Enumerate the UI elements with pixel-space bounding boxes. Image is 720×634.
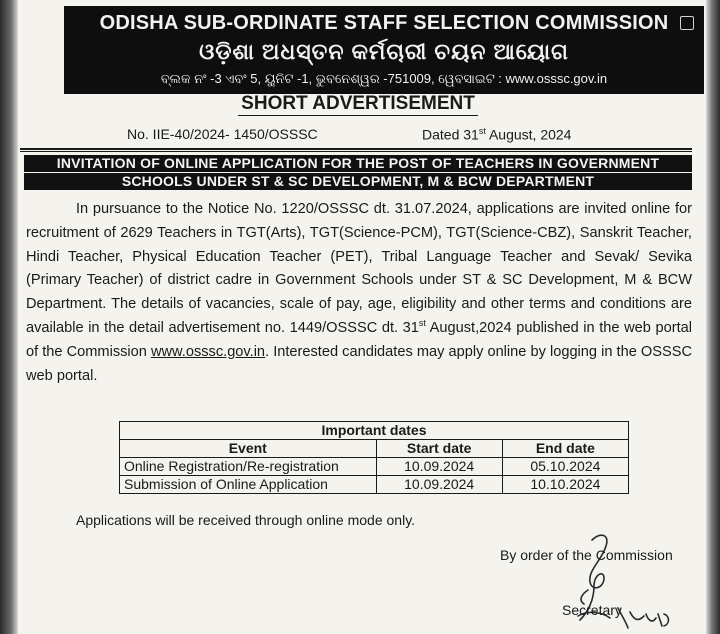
notice-body bbox=[26, 198, 692, 388]
table-header-row bbox=[120, 440, 629, 458]
website-link[interactable]: www.osssc.gov.in bbox=[150, 343, 266, 360]
column-header-start: Start date bbox=[376, 440, 502, 458]
by-order-text: By order of the Commission bbox=[500, 547, 673, 563]
org-name-odia: ଓଡ଼ିଶା ଅଧସ୍ତନ କର୍ମଚାରୀ ଚୟନ ଆୟୋଗ bbox=[199, 39, 569, 64]
divider-top-thin bbox=[20, 151, 692, 152]
event-cell: Online Registration/Re-registration bbox=[120, 458, 377, 476]
issue-date-suffix: August, 2024 bbox=[485, 126, 572, 143]
body-part2: August,2024 published in the web portal of the Commission bbox=[26, 319, 692, 360]
application-mode-note: Applications will be received through online mode only. bbox=[76, 512, 416, 528]
corner-mark-icon bbox=[680, 16, 694, 30]
org-name: ODISHA SUB-ORDINATE STAFF SELECTION COMMISSION bbox=[99, 12, 669, 34]
table-caption-row bbox=[120, 422, 629, 440]
table-row bbox=[120, 458, 629, 476]
column-header-end: End date bbox=[502, 440, 628, 458]
reference-number: No. IIE-40/2024- 1450/OSSSC bbox=[127, 126, 318, 142]
important-dates-table bbox=[119, 421, 629, 494]
column-header-event: Event bbox=[120, 440, 377, 458]
letterhead bbox=[64, 6, 704, 94]
body-part1: In pursuance to the Notice No. 1220/OSSSC dt. 31.07.2024, applications are invited online for recruitment of 2629 Teachers in TGT(Arts), TGT(Science-PCM), TGT(Science-CBZ), Sanskrit Teacher, Hindi Teacher, Physical Education Teacher (PET), Tribal Language Teacher and Sevak/ Sevika (Primary Teacher) of district cadre in Government Schools under ST & SC Development, M & BCW Department. The details of vacancies, scale of pay, age, eligibility and other terms and conditions are available in the detail advertisement no. 1449/OSSSC dt. 31 bbox=[26, 201, 692, 336]
end-date-cell: 05.10.2024 bbox=[502, 458, 628, 476]
page-edge-right bbox=[706, 0, 720, 634]
signature-icon bbox=[548, 530, 698, 634]
body-part3: . Interested candidates may apply online by logging in the OSSSC web portal. bbox=[26, 343, 692, 384]
issue-date-sup: st bbox=[478, 126, 486, 136]
page-edge-left bbox=[0, 0, 18, 634]
page-title: SHORT ADVERTISEMENT bbox=[238, 93, 478, 116]
start-date-cell: 10.09.2024 bbox=[376, 458, 502, 476]
issue-date bbox=[422, 126, 571, 143]
end-date-cell: 10.10.2024 bbox=[502, 476, 628, 494]
secretary-title: Secretary bbox=[562, 602, 622, 618]
notice-heading-line2: SCHOOLS UNDER ST & SC DEVELOPMENT, M & BCW DEPARTMENT bbox=[24, 173, 692, 190]
table-row bbox=[120, 476, 629, 494]
event-cell: Submission of Online Application bbox=[120, 476, 377, 494]
body-sup: st bbox=[418, 318, 426, 329]
divider-top bbox=[20, 148, 692, 150]
start-date-cell: 10.09.2024 bbox=[376, 476, 502, 494]
notice-heading-line1: INVITATION OF ONLINE APPLICATION FOR THE POST OF TEACHERS IN GOVERNMENT bbox=[24, 155, 692, 172]
org-address: ବ୍ଲକ ନଂ -3 ଏବଂ 5, ୟୁନିଟ -1, ଭୁବନେଶ୍ୱର -751009, ୱେବସାଇଟ : www.osssc.gov.in bbox=[160, 71, 608, 86]
table-caption: Important dates bbox=[120, 422, 629, 440]
issue-date-prefix: Dated 31 bbox=[422, 126, 479, 143]
